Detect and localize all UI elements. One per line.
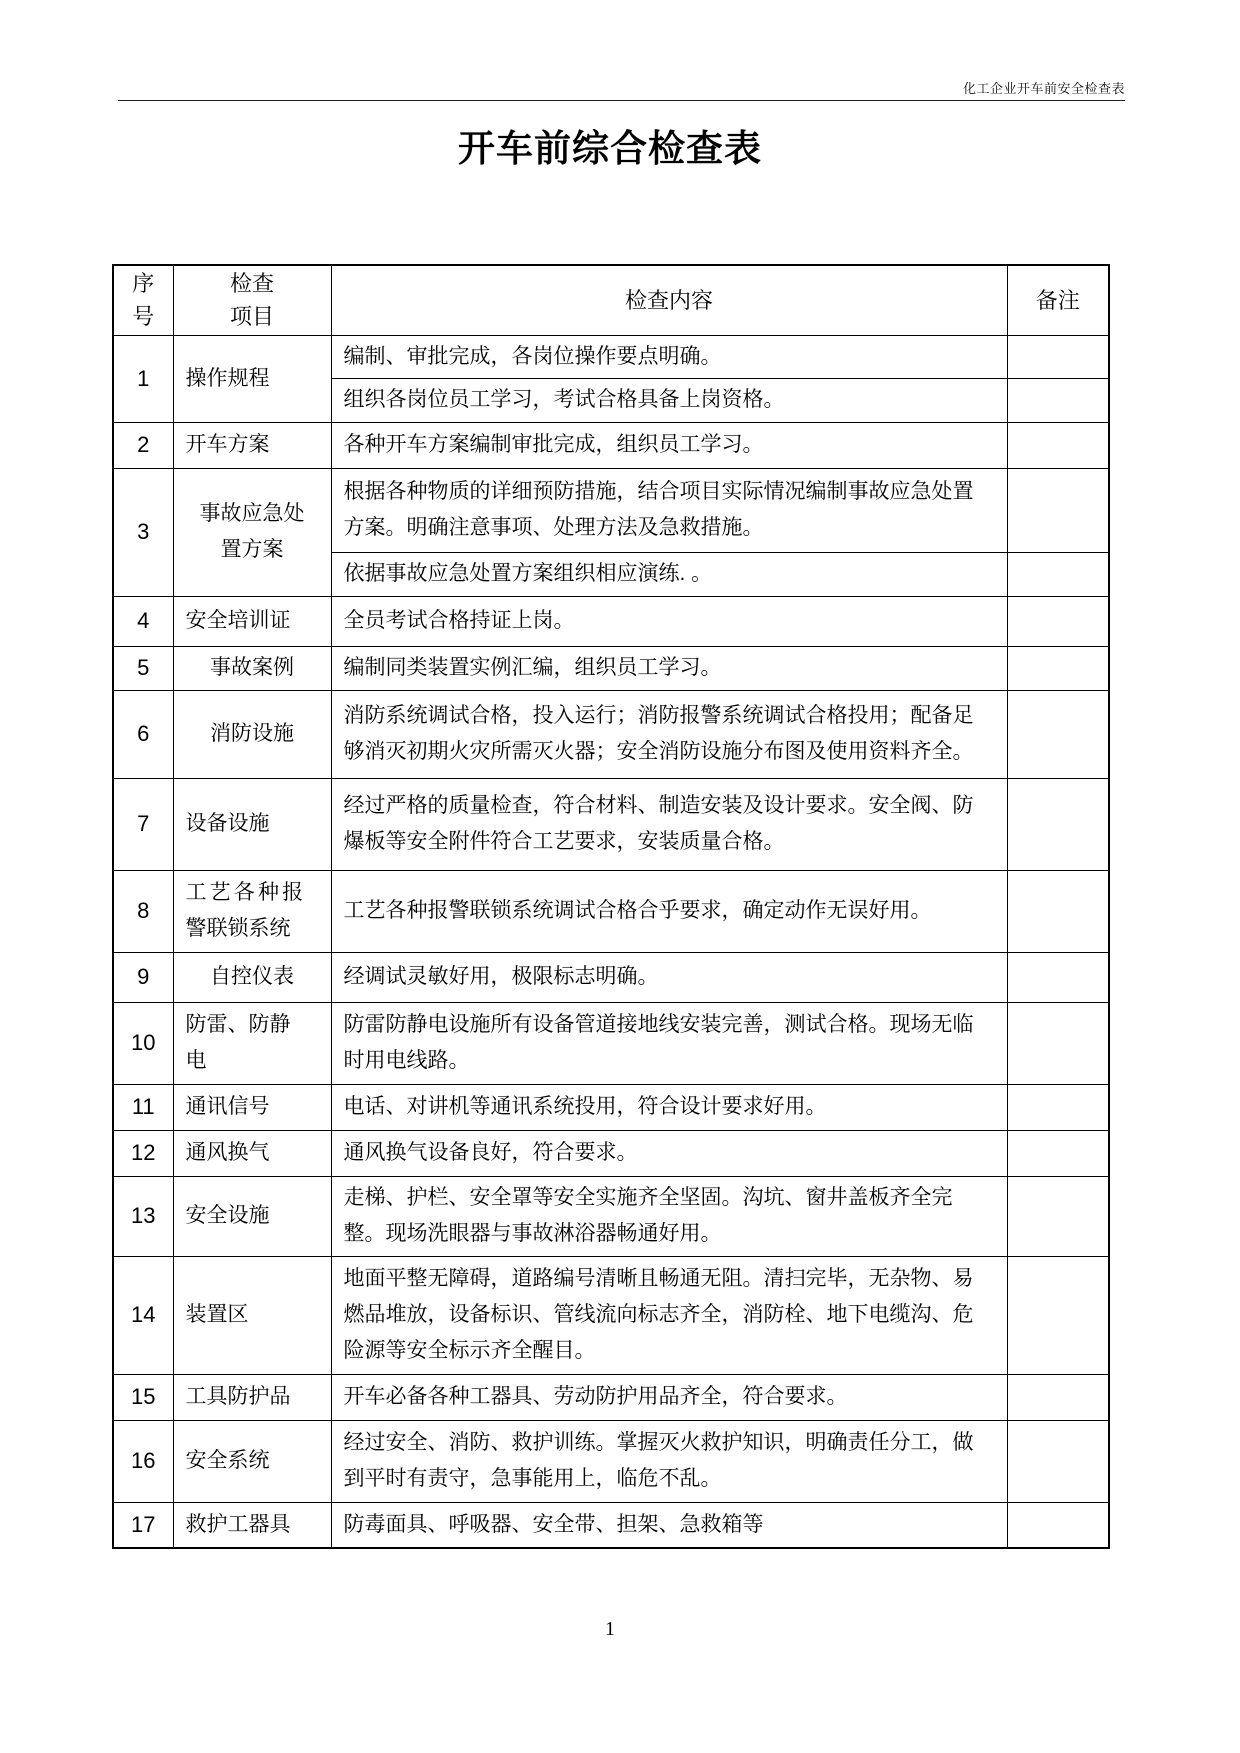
remark-cell (1007, 1084, 1109, 1130)
content-cell: 依据事故应急处置方案组织相应演练. 。 (331, 552, 1007, 596)
remark-cell (1007, 1420, 1109, 1502)
table-row (113, 1130, 1109, 1176)
row-number-cell: 14 (113, 1256, 173, 1374)
table-row (113, 870, 1109, 952)
row-number-cell: 1 (113, 335, 173, 422)
page-title: 开车前综合检查表 (458, 128, 762, 169)
content-cell: 全员考试合格持证上岗。 (331, 596, 1007, 646)
row-number-cell: 4 (113, 596, 173, 646)
remark-cell (1007, 1176, 1109, 1256)
table-row (113, 422, 1109, 468)
header-no: 序号 (113, 265, 173, 335)
content-cell: 组织各岗位员工学习，考试合格具备上岗资格。 (331, 378, 1007, 422)
content-cell: 电话、对讲机等通讯系统投用，符合设计要求好用。 (331, 1084, 1007, 1130)
row-number-cell: 8 (113, 870, 173, 952)
content-cell: 编制、审批完成，各岗位操作要点明确。 (331, 335, 1007, 378)
item-cell: 自控仪表 (173, 952, 331, 1002)
row-number-cell: 7 (113, 778, 173, 870)
table-header-row (113, 265, 1109, 335)
row-number-cell: 11 (113, 1084, 173, 1130)
content-cell: 防毒面具、呼吸器、安全带、担架、急救箱等 (331, 1502, 1007, 1548)
header-rule (118, 100, 1125, 101)
inspection-table (112, 264, 1110, 1549)
item-cell: 安全设施 (173, 1176, 331, 1256)
item-cell: 工具防护品 (173, 1374, 331, 1420)
header-content: 检查内容 (331, 265, 1007, 335)
remark-cell (1007, 952, 1109, 1002)
remark-cell (1007, 1502, 1109, 1548)
table-row (113, 1502, 1109, 1548)
remark-cell (1007, 1256, 1109, 1374)
header-remark: 备注 (1007, 265, 1109, 335)
remark-cell (1007, 468, 1109, 552)
remark-cell (1007, 778, 1109, 870)
header-item: 检查项目 (173, 265, 331, 335)
table-row (113, 1084, 1109, 1130)
content-cell: 走梯、护栏、安全罩等安全实施齐全坚固。沟坑、窗井盖板齐全完整。现场洗眼器与事故淋浴器畅通好用。 (331, 1176, 1007, 1256)
remark-cell (1007, 552, 1109, 596)
item-cell: 消防设施 (173, 690, 331, 778)
table-row (113, 335, 1109, 378)
content-cell: 经调试灵敏好用，极限标志明确。 (331, 952, 1007, 1002)
remark-cell (1007, 335, 1109, 378)
item-cell: 工艺各种报警联锁系统 (173, 870, 331, 952)
remark-cell (1007, 870, 1109, 952)
content-cell: 通风换气设备良好，符合要求。 (331, 1130, 1007, 1176)
content-cell: 经过严格的质量检查，符合材料、制造安装及设计要求。安全阀、防爆板等安全附件符合工艺要求，安装质量合格。 (331, 778, 1007, 870)
row-number-cell: 15 (113, 1374, 173, 1420)
item-cell: 安全系统 (173, 1420, 331, 1502)
item-cell: 防雷、防静电 (173, 1002, 331, 1084)
row-number-cell: 12 (113, 1130, 173, 1176)
table-row (113, 690, 1109, 778)
table-row (113, 1374, 1109, 1420)
table-row (113, 646, 1109, 690)
table-row (113, 596, 1109, 646)
item-cell: 事故案例 (173, 646, 331, 690)
row-number-cell: 13 (113, 1176, 173, 1256)
row-number-cell: 5 (113, 646, 173, 690)
item-cell: 安全培训证 (173, 596, 331, 646)
remark-cell (1007, 378, 1109, 422)
remark-cell (1007, 646, 1109, 690)
item-cell: 救护工器具 (173, 1502, 331, 1548)
content-cell: 消防系统调试合格，投入运行；消防报警系统调试合格投用；配备足够消灭初期火灾所需灭火器；安全消防设施分布图及使用资料齐全。 (331, 690, 1007, 778)
page-number: 1 (605, 1618, 615, 1640)
item-cell: 通讯信号 (173, 1084, 331, 1130)
item-cell: 装置区 (173, 1256, 331, 1374)
item-cell: 通风换气 (173, 1130, 331, 1176)
item-cell: 操作规程 (173, 335, 331, 422)
table-row (113, 952, 1109, 1002)
row-number-cell: 6 (113, 690, 173, 778)
document-header-note: 化工企业开车前安全检查表 (962, 81, 1125, 96)
content-cell: 地面平整无障碍，道路编号清晰且畅通无阻。清扫完毕，无杂物、易燃品堆放，设备标识、管线流向标志齐全，消防栓、地下电缆沟、危险源等安全标示齐全醒目。 (331, 1256, 1007, 1374)
content-cell: 防雷防静电设施所有设备管道接地线安装完善，测试合格。现场无临时用电线路。 (331, 1002, 1007, 1084)
table-row (113, 1256, 1109, 1374)
content-cell: 开车必备各种工器具、劳动防护用品齐全，符合要求。 (331, 1374, 1007, 1420)
table-row (113, 468, 1109, 552)
row-number-cell: 9 (113, 952, 173, 1002)
remark-cell (1007, 1002, 1109, 1084)
content-cell: 根据各种物质的详细预防措施，结合项目实际情况编制事故应急处置方案。明确注意事项、处理方法及急救措施。 (331, 468, 1007, 552)
row-number-cell: 2 (113, 422, 173, 468)
content-cell: 工艺各种报警联锁系统调试合格合乎要求，确定动作无误好用。 (331, 870, 1007, 952)
table-row (113, 1420, 1109, 1502)
row-number-cell: 17 (113, 1502, 173, 1548)
table-row (113, 1176, 1109, 1256)
content-cell: 各种开车方案编制审批完成，组织员工学习。 (331, 422, 1007, 468)
table-row (113, 778, 1109, 870)
remark-cell (1007, 690, 1109, 778)
remark-cell (1007, 596, 1109, 646)
item-cell: 开车方案 (173, 422, 331, 468)
content-cell: 编制同类装置实例汇编，组织员工学习。 (331, 646, 1007, 690)
remark-cell (1007, 1374, 1109, 1420)
row-number-cell: 3 (113, 468, 173, 596)
row-number-cell: 16 (113, 1420, 173, 1502)
table-row (113, 1002, 1109, 1084)
remark-cell (1007, 422, 1109, 468)
remark-cell (1007, 1130, 1109, 1176)
row-number-cell: 10 (113, 1002, 173, 1084)
item-cell: 设备设施 (173, 778, 331, 870)
item-cell: 事故应急处置方案 (173, 468, 331, 596)
content-cell: 经过安全、消防、救护训练。掌握灭火救护知识，明确责任分工，做到平时有责守，急事能用上，临危不乱。 (331, 1420, 1007, 1502)
